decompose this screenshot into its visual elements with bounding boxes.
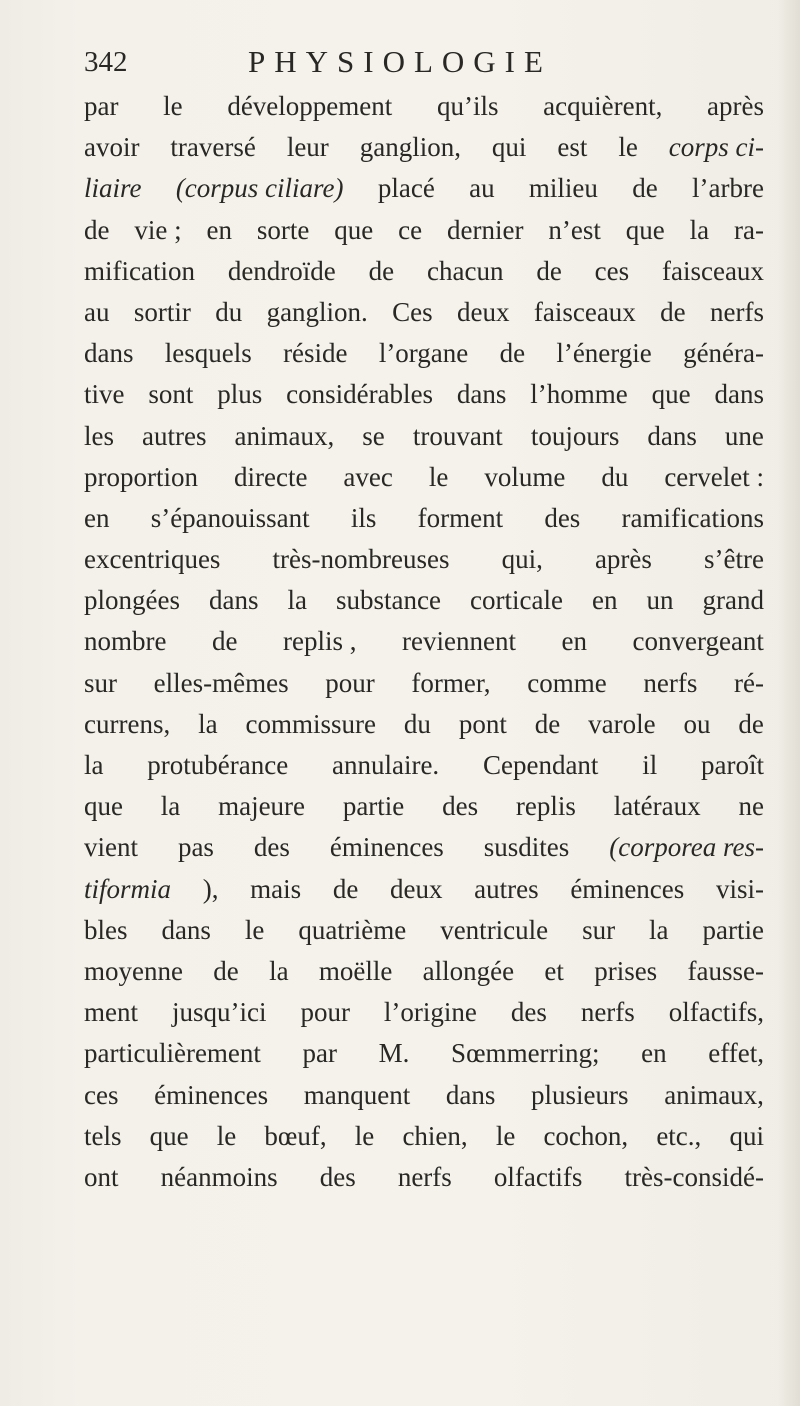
word: en bbox=[561, 626, 587, 657]
text-line bbox=[84, 498, 764, 539]
word: de bbox=[534, 708, 561, 739]
text-line bbox=[84, 1157, 764, 1198]
word: un bbox=[646, 585, 674, 616]
word: le bbox=[163, 91, 183, 121]
word: animaux, bbox=[234, 420, 335, 451]
text-line bbox=[84, 292, 764, 333]
word: le bbox=[495, 1120, 516, 1151]
word: jusqu’ici bbox=[171, 997, 267, 1028]
word: nerfs bbox=[710, 296, 764, 327]
word: du bbox=[601, 461, 629, 492]
text-line bbox=[84, 168, 764, 209]
word: dans bbox=[456, 379, 507, 410]
page-number: 342 bbox=[84, 46, 128, 78]
word: de bbox=[212, 626, 238, 657]
word: sur bbox=[84, 667, 117, 698]
text-line bbox=[84, 127, 764, 168]
word: que bbox=[84, 791, 123, 822]
word: ou bbox=[683, 708, 711, 739]
word: sorte bbox=[256, 214, 310, 245]
word: animaux, bbox=[664, 1079, 764, 1110]
text-line bbox=[84, 457, 764, 498]
word: particulièrement bbox=[84, 1038, 261, 1069]
word: faisceaux bbox=[533, 296, 636, 327]
word: cervelet : bbox=[664, 461, 764, 492]
text-line bbox=[84, 86, 764, 127]
word: qui bbox=[491, 132, 527, 163]
word: la bbox=[287, 585, 308, 616]
word: de bbox=[84, 214, 110, 245]
word: tels bbox=[84, 1120, 122, 1151]
word: le bbox=[244, 914, 265, 945]
text-line bbox=[84, 1075, 764, 1116]
word: lesquels bbox=[164, 338, 252, 369]
word: de bbox=[368, 255, 395, 286]
word: allongée bbox=[422, 955, 515, 986]
word: chacun bbox=[427, 255, 504, 286]
word: plusieurs bbox=[531, 1079, 629, 1110]
word: les bbox=[84, 420, 114, 451]
text-line bbox=[84, 416, 764, 457]
word: toujours bbox=[530, 420, 620, 451]
word: majeure bbox=[218, 791, 306, 822]
word: de bbox=[536, 255, 562, 286]
word: des bbox=[319, 1161, 356, 1192]
word: M. bbox=[378, 1038, 410, 1069]
word: plus bbox=[217, 379, 263, 410]
text-line bbox=[84, 251, 764, 292]
word: fausse- bbox=[687, 955, 764, 986]
word: tiformia bbox=[84, 873, 172, 904]
word: de bbox=[660, 296, 686, 327]
word: la bbox=[84, 750, 104, 780]
word: proportion bbox=[84, 461, 198, 492]
text-line bbox=[84, 827, 764, 868]
word: des bbox=[544, 502, 581, 533]
word: la bbox=[198, 708, 218, 739]
word: replis bbox=[515, 791, 576, 822]
word: sont bbox=[148, 379, 194, 410]
word: ils bbox=[350, 502, 377, 533]
word: varole bbox=[588, 708, 656, 739]
word: nerfs bbox=[397, 1161, 452, 1192]
word: le bbox=[618, 132, 638, 163]
word: éminences bbox=[329, 832, 444, 863]
word: reviennent bbox=[402, 626, 516, 657]
word: olfactifs, bbox=[668, 997, 764, 1028]
text-line bbox=[84, 1033, 764, 1074]
word: sur bbox=[582, 914, 616, 945]
word: éminences bbox=[154, 1079, 269, 1110]
word: quatrième bbox=[298, 914, 407, 945]
word: excentriques bbox=[84, 544, 221, 575]
text-line bbox=[84, 374, 764, 415]
word: avec bbox=[343, 461, 393, 492]
word: susdites bbox=[483, 832, 570, 863]
word: forment bbox=[417, 502, 504, 533]
word: sortir bbox=[133, 296, 191, 327]
word: ré- bbox=[734, 667, 764, 698]
word: ganglion, bbox=[359, 132, 461, 163]
word: du bbox=[215, 296, 243, 327]
word: partie bbox=[342, 791, 405, 822]
word: pour bbox=[300, 997, 350, 1028]
word: est bbox=[557, 132, 588, 163]
word: après bbox=[594, 544, 652, 575]
page-edge-shadow bbox=[778, 0, 800, 1406]
word: substance bbox=[336, 585, 441, 616]
word: (corporea res- bbox=[609, 832, 764, 863]
word: nombre bbox=[84, 626, 167, 657]
word: currens, bbox=[84, 708, 171, 739]
word: l’arbre bbox=[692, 173, 764, 204]
word: commissure bbox=[245, 708, 377, 739]
word: développement bbox=[227, 91, 393, 121]
word: qui, bbox=[501, 544, 543, 575]
text-line bbox=[84, 621, 764, 662]
word: que bbox=[651, 379, 691, 410]
word: par bbox=[302, 1038, 338, 1069]
word: Cependant bbox=[482, 750, 599, 780]
word: le bbox=[354, 1120, 375, 1151]
word: en bbox=[591, 585, 618, 616]
word: visi- bbox=[715, 873, 764, 904]
word: bœuf, bbox=[264, 1120, 327, 1151]
word: directe bbox=[233, 461, 308, 492]
word: au bbox=[469, 173, 495, 204]
word: deux bbox=[390, 873, 443, 904]
word: nerfs bbox=[643, 667, 698, 698]
word: très-nombreuses bbox=[272, 544, 450, 575]
word: moyenne bbox=[84, 955, 183, 986]
text-line bbox=[84, 869, 764, 910]
text-line bbox=[84, 704, 764, 745]
word: ne bbox=[738, 791, 764, 822]
text-line bbox=[84, 745, 764, 786]
word: ce bbox=[398, 214, 423, 245]
word: de bbox=[332, 873, 359, 904]
word: dans bbox=[714, 379, 764, 410]
word: s’être bbox=[704, 544, 764, 575]
word: des bbox=[510, 997, 547, 1028]
word: Sœmmerring; bbox=[451, 1038, 600, 1069]
word: traversé bbox=[170, 132, 256, 163]
word: n’est bbox=[548, 214, 601, 245]
word: qui bbox=[729, 1120, 764, 1151]
word: néanmoins bbox=[160, 1161, 278, 1192]
word: manquent bbox=[303, 1079, 411, 1110]
word: pont bbox=[458, 708, 507, 739]
word: de bbox=[499, 338, 526, 369]
word: acquièrent, bbox=[543, 91, 663, 121]
word: grand bbox=[702, 585, 764, 616]
word: par bbox=[84, 91, 119, 121]
text-line bbox=[84, 210, 764, 251]
word: bles bbox=[84, 914, 128, 945]
word: nerfs bbox=[580, 997, 635, 1028]
word: que bbox=[149, 1120, 189, 1151]
word: l’énergie bbox=[556, 338, 652, 369]
word: une bbox=[724, 420, 764, 451]
word: que bbox=[334, 214, 374, 245]
text-line bbox=[84, 910, 764, 951]
text-line bbox=[84, 951, 764, 992]
word: des bbox=[253, 832, 290, 863]
word: il bbox=[642, 750, 658, 780]
word: volume bbox=[484, 461, 566, 492]
word: prises bbox=[594, 955, 658, 986]
word: éminences bbox=[570, 873, 685, 904]
word: réside bbox=[283, 338, 348, 369]
word: cochon, bbox=[543, 1120, 629, 1151]
word: deux bbox=[457, 296, 510, 327]
word: replis , bbox=[283, 626, 357, 657]
text-line bbox=[84, 786, 764, 827]
word: la bbox=[160, 791, 181, 822]
word: former, bbox=[411, 667, 491, 698]
word: du bbox=[403, 708, 431, 739]
word: généra- bbox=[683, 338, 764, 369]
word: l’homme bbox=[530, 379, 628, 410]
word: en bbox=[206, 214, 232, 245]
word: la bbox=[649, 914, 669, 945]
word: pour bbox=[325, 667, 375, 698]
word: autres bbox=[474, 873, 539, 904]
word: en bbox=[641, 1038, 667, 1069]
word: Ces bbox=[392, 296, 433, 327]
word: convergeant bbox=[632, 626, 764, 657]
word: l’organe bbox=[378, 338, 469, 369]
word: trouvant bbox=[412, 420, 503, 451]
word: vie ; bbox=[134, 214, 182, 245]
page-header bbox=[84, 40, 764, 84]
word: ces bbox=[594, 255, 630, 286]
word: en bbox=[84, 502, 110, 533]
body-text bbox=[84, 86, 764, 1198]
word: se bbox=[362, 420, 385, 451]
word: très-considé- bbox=[624, 1161, 764, 1192]
word: placé bbox=[377, 173, 435, 204]
word: ces bbox=[84, 1079, 119, 1110]
text-line bbox=[84, 539, 764, 580]
text-line bbox=[84, 333, 764, 374]
word: le bbox=[428, 461, 449, 492]
word: de bbox=[213, 955, 239, 986]
word: qu’ils bbox=[436, 91, 499, 121]
word: etc., bbox=[656, 1120, 702, 1151]
word: plongées bbox=[84, 585, 180, 616]
word: pas bbox=[177, 832, 214, 863]
word: latéraux bbox=[613, 791, 701, 822]
word: que bbox=[625, 214, 665, 245]
word: ont bbox=[84, 1161, 119, 1192]
word: corticale bbox=[470, 585, 563, 616]
word: vient bbox=[84, 832, 138, 863]
word: faisceaux bbox=[662, 255, 764, 286]
word: comme bbox=[527, 667, 607, 698]
word: mification bbox=[84, 255, 195, 286]
word: elles-mêmes bbox=[153, 667, 289, 698]
running-title: PHYSIOLOGIE bbox=[248, 44, 552, 79]
word: leur bbox=[286, 132, 329, 163]
word: la bbox=[689, 214, 710, 245]
word: ganglion. bbox=[266, 296, 368, 327]
word: l’origine bbox=[383, 997, 477, 1028]
word: ), bbox=[202, 873, 219, 904]
text-line bbox=[84, 580, 764, 621]
word: des bbox=[442, 791, 479, 822]
word: protubérance bbox=[147, 750, 289, 780]
word: autres bbox=[142, 420, 207, 451]
word: (corpus ciliare) bbox=[175, 173, 344, 204]
word: dans bbox=[647, 420, 697, 451]
word: mais bbox=[250, 873, 302, 904]
text-line bbox=[84, 992, 764, 1033]
word: ment bbox=[84, 997, 138, 1028]
word: partie bbox=[702, 914, 764, 945]
word: dans bbox=[445, 1079, 496, 1110]
word: liaire bbox=[84, 173, 142, 204]
word: et bbox=[544, 955, 564, 986]
word: dans bbox=[84, 338, 134, 369]
word: dans bbox=[209, 585, 259, 616]
word: considérables bbox=[286, 379, 434, 410]
text-line bbox=[84, 1116, 764, 1157]
word: annulaire. bbox=[331, 750, 440, 780]
word: au bbox=[84, 296, 110, 327]
word: effet, bbox=[708, 1038, 764, 1069]
word: ventricule bbox=[440, 914, 549, 945]
text-line bbox=[84, 663, 764, 704]
word: dendroïde bbox=[227, 255, 336, 286]
word: tive bbox=[84, 379, 125, 410]
word: ramifications bbox=[621, 502, 764, 533]
word: olfactifs bbox=[493, 1161, 583, 1192]
word: chien, bbox=[402, 1120, 468, 1151]
word: avoir bbox=[84, 132, 140, 163]
word: dernier bbox=[447, 214, 524, 245]
word: milieu bbox=[528, 173, 598, 204]
word: après bbox=[707, 91, 764, 121]
word: ra- bbox=[733, 214, 764, 245]
word: paroît bbox=[701, 750, 764, 780]
word: le bbox=[216, 1120, 237, 1151]
word: de bbox=[632, 173, 658, 204]
word: moëlle bbox=[318, 955, 393, 986]
word: la bbox=[269, 955, 289, 986]
word: s’épanouissant bbox=[150, 502, 310, 533]
word: corps ci- bbox=[668, 132, 764, 163]
word: dans bbox=[161, 914, 211, 945]
word: de bbox=[738, 708, 764, 739]
